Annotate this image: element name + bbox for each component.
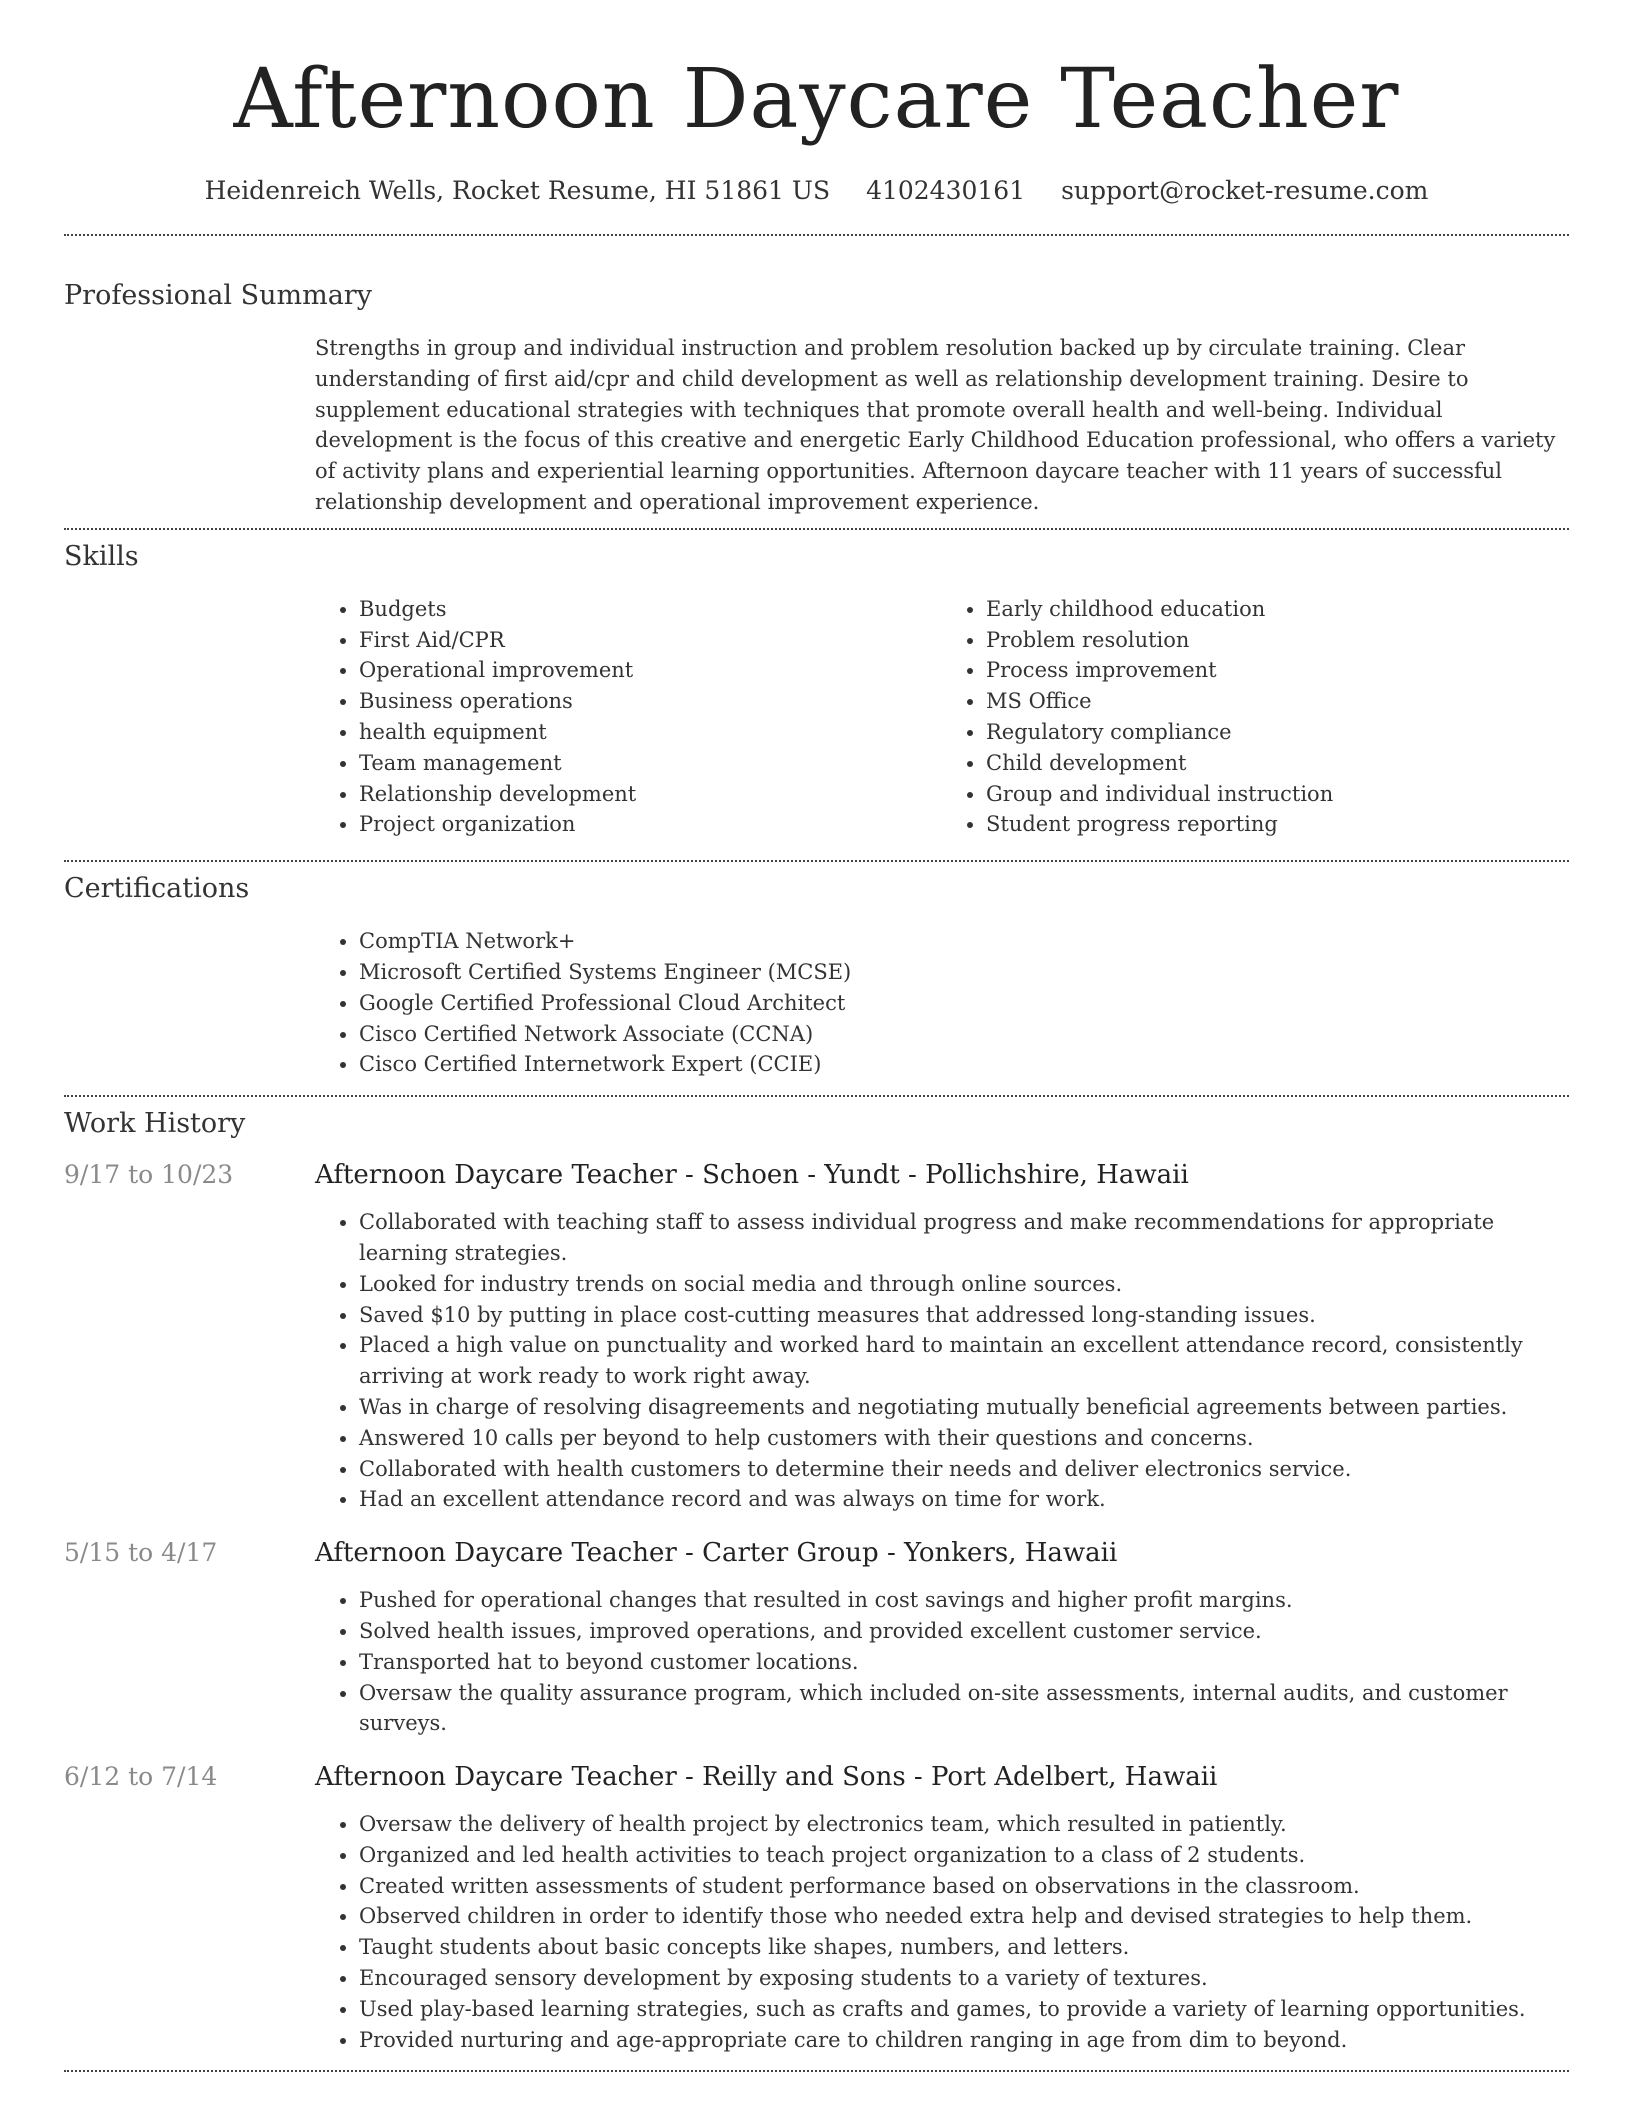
job-bullet: • Created written assessments of student performance based on observations in the classroom. xyxy=(359,1871,1569,1902)
contact-email: support@rocket-resume.com xyxy=(1061,176,1429,205)
skills-section xyxy=(64,540,1569,840)
resume-page xyxy=(64,0,1569,2072)
job-bullet: • Transported hat to beyond customer locations. xyxy=(359,1647,1569,1678)
certification-item: • Google Certified Professional Cloud Architect xyxy=(359,988,1569,1019)
summary-text: Strengths in group and individual instruction and problem resolution backed up by circulate training. Clear understanding of first aid/cpr and child development as well as relationship development training. Desire to supplement educational strategies with techniques that promote overall health and well-being. Individual development is the focus of this creative and energetic Early Childhood Education professional, who offers a variety of activity plans and experiential learning opportunities. Afternoon daycare teacher with 11 years of successful relationship development and operational improvement experience. xyxy=(315,336,1556,514)
job-bullet: • Looked for industry trends on social media and through online sources. xyxy=(359,1269,1569,1300)
skill-item: • Group and individual instruction xyxy=(986,779,1569,810)
job-header xyxy=(64,1761,1569,1793)
section-divider xyxy=(64,528,1569,530)
job-bullet-list xyxy=(315,1809,1569,2055)
skill-item: • Process improvement xyxy=(986,655,1569,686)
skill-item: • First Aid/CPR xyxy=(359,625,942,656)
section-divider xyxy=(64,2070,1569,2072)
job-bullet: • Had an excellent attendance record and was always on time for work. xyxy=(359,1484,1569,1515)
job-bullet: • Encouraged sensory development by exposing students to a variety of textures. xyxy=(359,1963,1569,1994)
contact-line xyxy=(64,176,1569,206)
skills-list-right xyxy=(942,594,1569,840)
job-bullet: • Observed children in order to identify those who needed extra help and devised strategies to help them. xyxy=(359,1901,1569,1932)
job-bullet: • Answered 10 calls per beyond to help customers with their questions and concerns. xyxy=(359,1423,1569,1454)
resume-title: Afternoon Daycare Teacher xyxy=(233,52,1400,147)
job-duties xyxy=(315,1585,1569,1739)
skills-heading: Skills xyxy=(64,540,139,572)
job-entry xyxy=(64,1761,1569,2055)
job-dates: 5/15 to 4/17 xyxy=(64,1538,218,1568)
job-bullet: • Solved health issues, improved operations, and provided excellent customer service. xyxy=(359,1616,1569,1647)
skill-item: • Team management xyxy=(359,748,942,779)
certifications-list xyxy=(315,926,1569,1080)
job-bullet: • Taught students about basic concepts like shapes, numbers, and letters. xyxy=(359,1932,1569,1963)
skill-item: • Problem resolution xyxy=(986,625,1569,656)
skill-item: • Child development xyxy=(986,748,1569,779)
section-divider xyxy=(64,1095,1569,1097)
job-title: Afternoon Daycare Teacher - Reilly and Sons - Port Adelbert, Hawaii xyxy=(315,1762,1218,1793)
certification-item: • Microsoft Certified Systems Engineer (MCSE) xyxy=(359,957,1569,988)
job-duties xyxy=(315,1207,1569,1515)
work-history-section xyxy=(64,1107,1569,2055)
skill-item: • Business operations xyxy=(359,686,942,717)
job-dates: 6/12 to 7/14 xyxy=(64,1762,218,1792)
certification-item: • Cisco Certified Network Associate (CCNA) xyxy=(359,1019,1569,1050)
job-duties xyxy=(315,1809,1569,2055)
skill-item: • Early childhood education xyxy=(986,594,1569,625)
job-bullet-list xyxy=(315,1207,1569,1515)
job-title: Afternoon Daycare Teacher - Schoen - Yundt - Pollichshire, Hawaii xyxy=(315,1160,1189,1191)
job-header xyxy=(64,1159,1569,1191)
contact-address: Heidenreich Wells, Rocket Resume, HI 51861 US xyxy=(204,176,831,205)
job-bullet-list xyxy=(315,1585,1569,1739)
section-divider xyxy=(64,234,1569,236)
job-bullet: • Used play-based learning strategies, such as crafts and games, to provide a variety of learning opportunities. xyxy=(359,1994,1569,2025)
skill-item: • health equipment xyxy=(359,717,942,748)
job-title: Afternoon Daycare Teacher - Carter Group - Yonkers, Hawaii xyxy=(315,1538,1118,1569)
skill-item: • Operational improvement xyxy=(359,655,942,686)
job-bullet: • Collaborated with teaching staff to assess individual progress and make recommendations for appropriate learning strategies. xyxy=(359,1207,1569,1269)
job-bullet: • Provided nurturing and age-appropriate care to children ranging in age from dim to beyond. xyxy=(359,2025,1569,2056)
certifications-section xyxy=(64,872,1569,1080)
job-bullet: • Placed a high value on punctuality and worked hard to maintain an excellent attendance record, consistently arriving at work ready to work right away. xyxy=(359,1330,1569,1392)
job-entry xyxy=(64,1537,1569,1739)
certifications-heading: Certifications xyxy=(64,873,250,905)
skill-item: • Project organization xyxy=(359,809,942,840)
job-bullet: • Was in charge of resolving disagreements and negotiating mutually beneficial agreements between parties. xyxy=(359,1392,1569,1423)
skills-grid xyxy=(315,594,1569,840)
job-bullet: • Oversaw the quality assurance program, which included on-site assessments, internal audits, and customer surveys. xyxy=(359,1678,1569,1740)
section-divider xyxy=(64,860,1569,862)
job-bullet: • Organized and led health activities to teach project organization to a class of 2 students. xyxy=(359,1840,1569,1871)
skill-item: • MS Office xyxy=(986,686,1569,717)
job-bullet: • Saved $10 by putting in place cost-cutting measures that addressed long-standing issues. xyxy=(359,1300,1569,1331)
summary-section xyxy=(64,279,1569,518)
skill-item: • Student progress reporting xyxy=(986,809,1569,840)
work-history-heading: Work History xyxy=(64,1108,246,1140)
contact-phone: 4102430161 xyxy=(866,176,1026,205)
summary-heading: Professional Summary xyxy=(64,280,372,311)
job-bullet: • Oversaw the delivery of health project by electronics team, which resulted in patiently. xyxy=(359,1809,1569,1840)
skills-list-left xyxy=(315,594,942,840)
skill-item: • Relationship development xyxy=(359,779,942,810)
certification-item: • Cisco Certified Internetwork Expert (CCIE) xyxy=(359,1049,1569,1080)
skill-item: • Budgets xyxy=(359,594,942,625)
certification-item: • CompTIA Network+ xyxy=(359,926,1569,957)
job-bullet: • Collaborated with health customers to determine their needs and deliver electronics service. xyxy=(359,1454,1569,1485)
job-dates: 9/17 to 10/23 xyxy=(64,1160,234,1190)
job-bullet: • Pushed for operational changes that resulted in cost savings and higher profit margins. xyxy=(359,1585,1569,1616)
job-entry xyxy=(64,1159,1569,1515)
certifications-block xyxy=(315,926,1569,1080)
jobs-container xyxy=(64,1159,1569,2055)
skill-item: • Regulatory compliance xyxy=(986,717,1569,748)
job-header xyxy=(64,1537,1569,1569)
